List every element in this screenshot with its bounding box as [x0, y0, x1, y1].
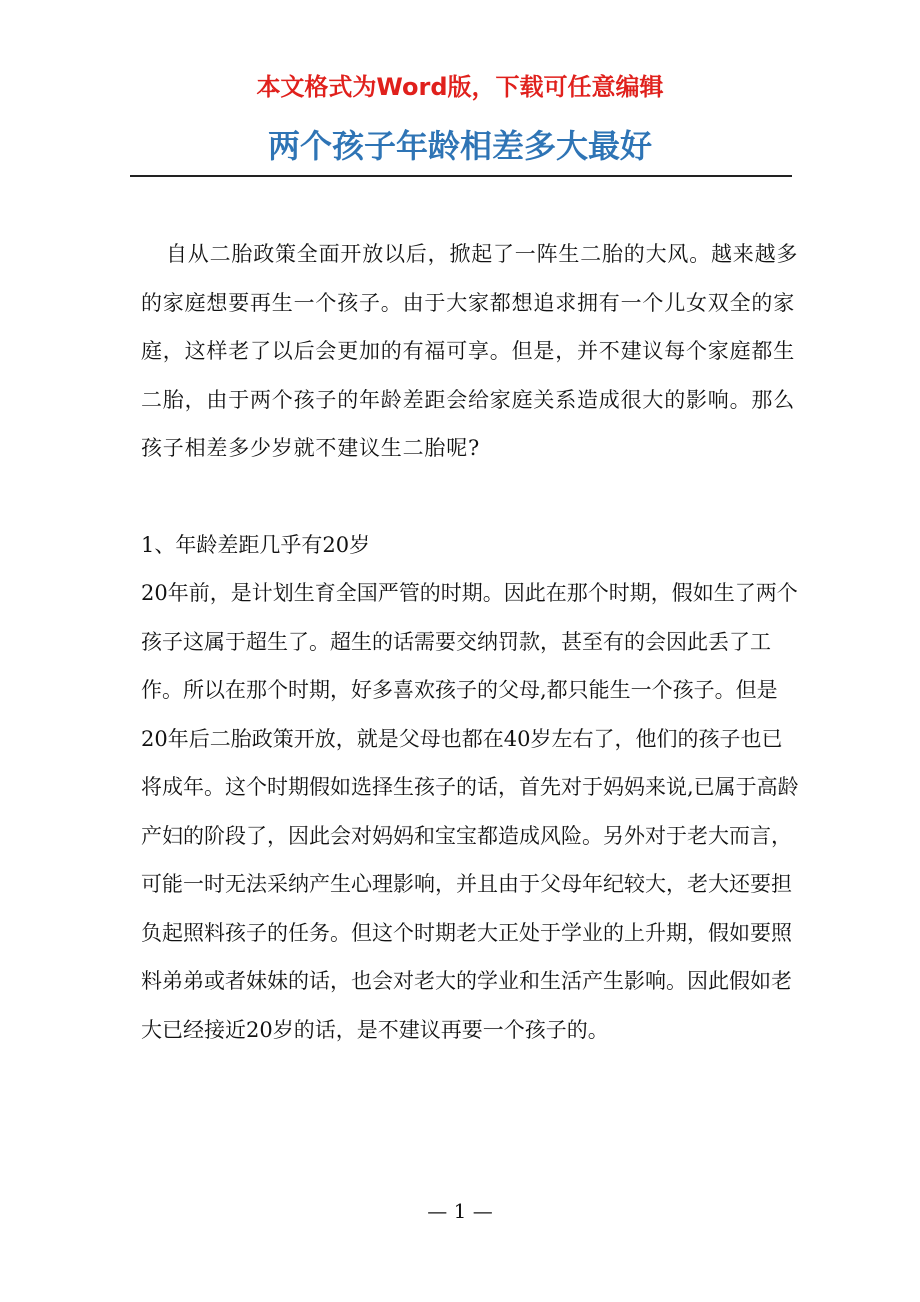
title-divider [130, 175, 792, 177]
document-title: 两个孩子年龄相差多大最好 [267, 127, 652, 165]
intro-paragraph: 自从二胎政策全面开放以后，掀起了一阵生二胎的大风。越来越多的家庭想要再生一个孩子。由于大家都想追求拥有一个儿女双全的家庭，这样老了以后会更加的有福可享。但是，并不建议每个家庭都生二胎，由于两个孩子的年龄差距会给家庭关系造成很大的影响。那么孩子相差多少岁就不建议生二胎呢? [141, 242, 799, 460]
format-notice: 本文格式为Word版，下载可任意编辑 [256, 73, 664, 101]
page-number: — 1 — [427, 1199, 493, 1223]
section-heading: 1、年龄差距几乎有20岁 [141, 532, 371, 557]
section-paragraph: 20年前，是计划生育全国严管的时期。因此在那个时期，假如生了两个孩子这属于超生了。超生的话需要交纳罚款，甚至有的会因此丢了工作。所以在那个时期，好多喜欢孩子的父母,都只能生一个孩子。但是20年后二胎政策开放，就是父母也都在40岁左右了，他们的孩子也已将成年。这个时期假如选择生孩子的话，首先对于妈妈来说,已属于高龄产妇的阶段了，因此会对妈妈和宝宝都造成风险。另外对于老大而言，可能一时无法采纳产生心理影响，并且由于父母年纪较大，老大还要担负起照料孩子的任务。但这个时期老大正处于学业的上升期，假如要照料弟弟或者妹妹的话，也会对老大的学业和生活产生影响。因此假如老大已经接近20岁的话，是不建议再要一个孩子的。 [141, 581, 799, 1042]
document-body [141, 230, 801, 1054]
paragraph-spacer [141, 473, 801, 521]
